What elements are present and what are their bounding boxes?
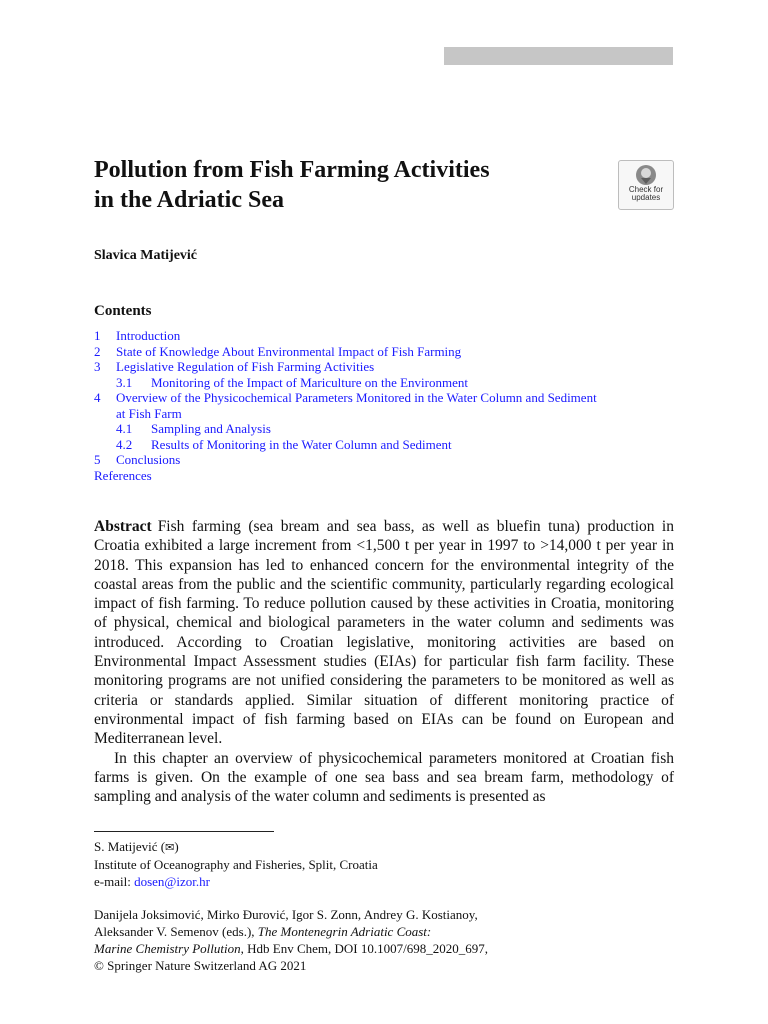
- check-for-updates-badge[interactable]: [618, 160, 674, 210]
- citation-block: [94, 906, 674, 974]
- footnote-author-line: S. Matijević (✉): [94, 839, 179, 854]
- contents-heading: Contents: [94, 303, 152, 319]
- body-paragraph: In this chapter an overview of physicochemical parameters monitored at Croatian fish farms is given. On the example of one sea bass and sea bream farm, methodology of sampling and analysis of the water column and sediments is presented as: [94, 749, 674, 806]
- author-footnote: [94, 838, 378, 890]
- email-link[interactable]: dosen@izor.hr: [134, 874, 210, 889]
- toc-entry-overview-continuation[interactable]: at Fish Farm: [116, 405, 182, 421]
- citation-line-3: Marine Chemistry Pollution, Hdb Env Chem, DOI 10.1007/698_2020_697,: [94, 941, 488, 956]
- header-bar: [444, 47, 673, 65]
- abstract-section: [94, 517, 674, 806]
- email-label: e-mail:: [94, 874, 135, 889]
- footnote-divider: [94, 831, 274, 832]
- toc-entry-results-monitoring[interactable]: 4.2 Results of Monitoring in the Water Column and Sediment: [116, 436, 452, 452]
- footnote-author: S. Matijević: [94, 839, 158, 854]
- chapter-title: [94, 155, 594, 215]
- toc-entry-overview-parameters[interactable]: 4 Overview of the Physicochemical Parameters Monitored in the Water Column and Sediment: [94, 390, 597, 405]
- toc-entry-legislative-regulation[interactable]: 3 Legislative Regulation of Fish Farming Activities: [94, 359, 375, 374]
- author-name: Slavica Matijević: [94, 248, 198, 263]
- toc-entry-introduction[interactable]: 1 Introduction: [94, 328, 181, 343]
- badge-line-1: Check for: [628, 185, 664, 194]
- title-line-2: in the Adriatic Sea: [94, 187, 284, 213]
- citation-line-2: Aleksander V. Semenov (eds.), The Montenegrin Adriatic Coast:: [94, 924, 432, 939]
- abstract-label: Abstract: [94, 518, 152, 535]
- toc-entry-monitoring-impact[interactable]: 3.1 Monitoring of the Impact of Mariculture on the Environment: [116, 374, 468, 390]
- crossmark-icon: [635, 164, 657, 186]
- toc-entry-sampling-analysis[interactable]: 4.1 Sampling and Analysis: [116, 421, 271, 436]
- copyright-line: © Springer Nature Switzerland AG 2021: [94, 958, 307, 973]
- footnote-affiliation: Institute of Oceanography and Fisheries, Split, Croatia: [94, 857, 378, 872]
- toc-entry-conclusions[interactable]: 5 Conclusions: [94, 452, 181, 467]
- citation-line-1: Danijela Joksimović, Mirko Đurović, Igor S. Zonn, Andrey G. Kostianoy,: [94, 907, 478, 922]
- abstract-paragraph: [94, 517, 674, 749]
- badge-line-2: updates: [631, 193, 661, 202]
- envelope-icon: ✉: [165, 841, 175, 854]
- book-subtitle: Marine Chemistry Pollution: [94, 941, 241, 956]
- abstract-text: Fish farming (sea bream and sea bass, as well as bluefin tuna) production in Croatia exhibited a large increment from <1,500 t per year in 1997 to >14,000 t per year in 2018. This expansion has led to enhanced concern for the environmental integrity of the coastal areas from the public and the scientific community, particularly regarding ecological impact of fish farming. To reduce pollution caused by these activities in Croatia, monitoring of physical, chemical and biological parameters in the water column and sediments was introduced. According to Croatian legislative, monitoring activities are based on Environmental Impact Assessment studies (EIAs) for particular fish farm facility. These monitoring programs are not unified considering the parameters to be monitored as well as criteria or standards applied. Similar situation of different monitoring practice of environmental impact of fish farming based on EIAs can be found on European and Mediterranean level.: [94, 518, 674, 748]
- toc-entry-references[interactable]: References: [94, 467, 152, 483]
- table-of-contents: [94, 328, 674, 483]
- title-line-1: Pollution from Fish Farming Activities: [94, 157, 490, 183]
- toc-entry-state-of-knowledge[interactable]: 2 State of Knowledge About Environmental Impact of Fish Farming: [94, 343, 462, 359]
- footnote-email-line: [94, 873, 378, 890]
- book-title: The Montenegrin Adriatic Coast:: [257, 924, 432, 939]
